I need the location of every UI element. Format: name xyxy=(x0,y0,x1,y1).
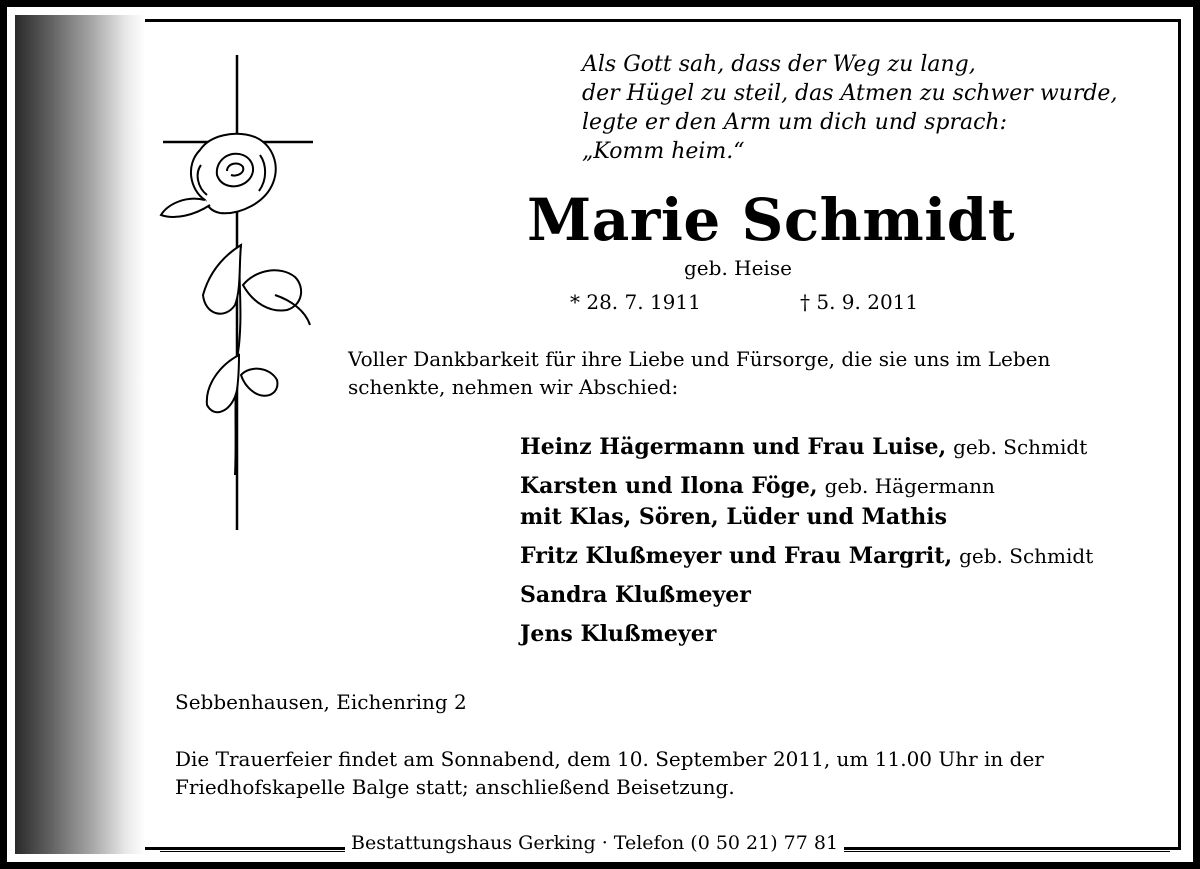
mourners-list xyxy=(520,432,1180,650)
poem xyxy=(582,50,1117,166)
mourner-entry xyxy=(520,580,1180,611)
intro-text: Voller Dankbarkeit für ihre Liebe und Fürsorge, die sie uns im Leben schenkte, nehmen wir Abschied: xyxy=(348,347,1051,399)
mourner-maiden: geb. Hägermann xyxy=(824,474,995,498)
poem-line: der Hügel zu steil, das Atmen zu schwer wurde, xyxy=(582,81,1118,106)
mourner-entry xyxy=(520,471,1180,502)
poem-line: legte er den Arm um dich und sprach: xyxy=(582,110,1007,135)
death-date: † 5. 9. 2011 xyxy=(800,290,919,314)
funeral-home-footer: Bestattungshaus Gerking · Telefon (0 50 21) 77 81 xyxy=(345,832,844,854)
mourner-name: Heinz Hägermann und Frau Luise, xyxy=(520,434,947,460)
birth-date: * 28. 7. 1911 xyxy=(570,290,701,314)
mourner-entry xyxy=(520,432,1180,463)
mourner-name: Jens Klußmeyer xyxy=(520,621,717,647)
mourner-maiden: geb. Schmidt xyxy=(959,544,1094,568)
mourner-entry xyxy=(520,541,1180,572)
maiden-name: geb. Heise xyxy=(684,256,792,280)
left-shade xyxy=(15,15,145,854)
ceremony-text: Die Trauerfeier findet am Sonnabend, dem 10. September 2011, um 11.00 Uhr in der Friedhofskapelle Balge statt; anschließend Beisetzung. xyxy=(175,747,1044,799)
poem-line: „Komm heim.“ xyxy=(582,139,745,164)
mourner-name: mit Klas, Sören, Lüder und Mathis xyxy=(520,504,947,530)
deceased-name: Marie Schmidt xyxy=(527,186,1016,254)
poem-line: Als Gott sah, dass der Weg zu lang, xyxy=(582,52,976,77)
mourner-entry xyxy=(520,619,1180,650)
mourner-name: Sandra Klußmeyer xyxy=(520,582,751,608)
mourner-name: Fritz Klußmeyer und Frau Margrit, xyxy=(520,543,953,569)
mourner-maiden: geb. Schmidt xyxy=(953,435,1088,459)
cross-rose-illustration xyxy=(155,55,320,535)
rose-icon xyxy=(161,134,310,475)
address: Sebbenhausen, Eichenring 2 xyxy=(175,690,467,714)
mourner-entry xyxy=(520,502,1180,533)
mourner-name: Karsten und Ilona Föge, xyxy=(520,473,818,499)
